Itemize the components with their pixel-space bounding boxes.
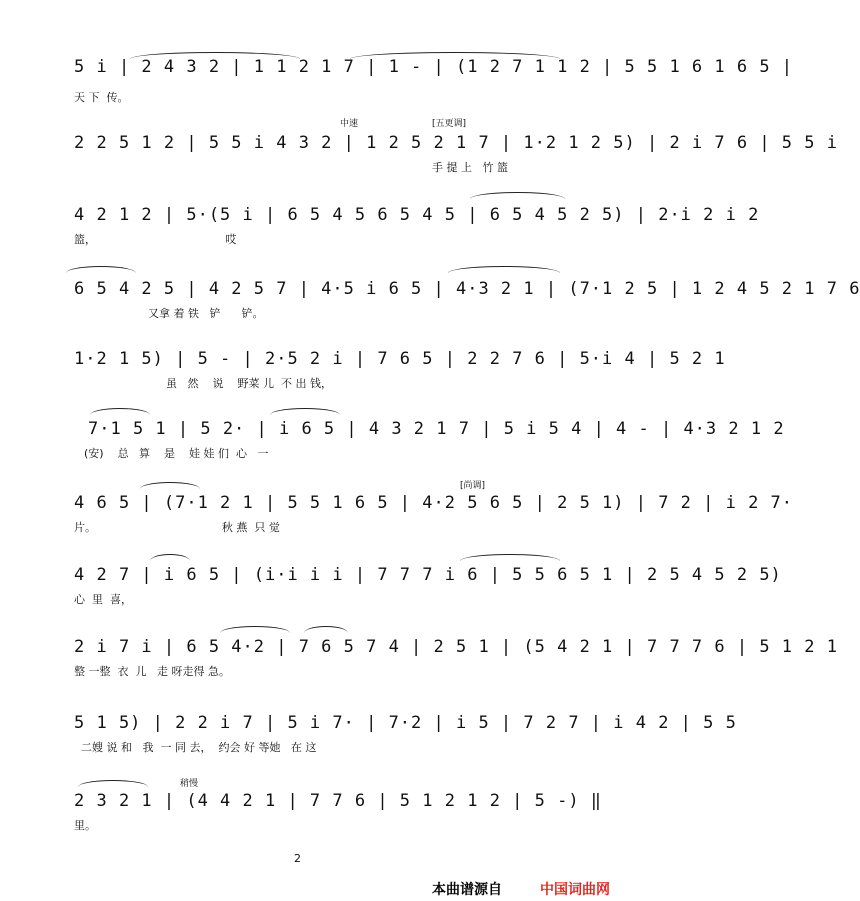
source-site-name[interactable]: 中国词曲网 [540, 882, 610, 898]
slur [130, 52, 300, 59]
slur [150, 554, 190, 561]
lyric-line: 里。 [74, 819, 96, 832]
notation-line: 6 5 4 2 5 | 4 2 5 7 | 4·5 i 6 5 | 4·3 2 1 | (7·1 2 5 | 1 2 4 5 2 1 7 6 [74, 279, 860, 299]
slur [350, 52, 560, 59]
slur [270, 408, 340, 415]
lyric-line: 整 一整 衣 儿 走 呀走得 急。 [74, 665, 230, 678]
tempo-mark: 中速 [340, 119, 359, 129]
tempo-mark: 稍慢 [180, 779, 199, 789]
lyric-line: 又拿 着 铁 铲 铲。 [148, 307, 264, 320]
tune-name: [五更调] [432, 119, 467, 129]
notation-line: 5 i | 2 4 3 2 | 1 1 2 1 7 | 1 - | (1 2 7 1 1 2 | 5 5 1 6 1 6 5 | [74, 57, 794, 77]
lyric-line: 篮， 哎 [74, 233, 237, 246]
lyric-line: (安) 总 算 是 娃 娃 们 心 一 [84, 447, 269, 460]
page-number: 2 [294, 852, 301, 865]
tune-name: [尚调] [460, 481, 486, 491]
notation-line: 4 2 7 | i 6 5 | (i·i i i | 7 7 7 i 6 | 5 5 6 5 1 | 2 5 4 5 2 5) [74, 565, 782, 585]
slur [140, 482, 200, 489]
lyric-line: 心 里 喜， [74, 593, 132, 606]
notation-line: 2 2 5 1 2 | 5 5 i 4 3 2 | 1 2 5 2 1 7 | 1·2 1 2 5) | 2 i 7 6 | 5 5 i [74, 133, 838, 153]
lyric-line: 天 下 传。 [74, 91, 129, 104]
slur [448, 266, 560, 273]
notation-line: 1·2 1 5) | 5 - | 2·5 2 i | 7 6 5 | 2 2 7 6 | 5·i 4 | 5 2 1 [74, 349, 726, 369]
source-credit-label: 本曲谱源自 [432, 882, 502, 898]
notation-line: 4 2 1 2 | 5·(5 i | 6 5 4 5 6 5 4 5 | 6 5 4 5 2 5) | 2·i 2 i 2 [74, 205, 760, 225]
slur [66, 266, 136, 273]
slur [78, 780, 148, 787]
slur [470, 192, 565, 199]
slur [90, 408, 150, 415]
lyric-line: 片。 秋 燕 只 觉 [74, 521, 280, 534]
lyric-line: 虽 然 说 野菜 儿 不 出 钱， [166, 377, 332, 390]
notation-line: 4 6 5 | (7·1 2 1 | 5 5 1 6 5 | 4·2 5 6 5 | 2 5 1) | 7 2 | i 2 7· [74, 493, 794, 513]
lyric-line: 手 提 上 竹 篮 [432, 161, 508, 174]
notation-line: 5 1 5) | 2 2 i 7 | 5 i 7· | 7·2 | i 5 | 7 2 7 | i 4 2 | 5 5 [74, 713, 737, 733]
notation-line: 2 i 7 i | 6 5 4·2 | 7 6 5 7 4 | 2 5 1 | (5 4 2 1 | 7 7 7 6 | 5 1 2 1 [74, 637, 838, 657]
lyric-line: 二嫂 说 和 我 一 同 去， 约会 好 等她 在 这 [74, 741, 317, 754]
notation-line: 7·1 5 1 | 5 2· | i 6 5 | 4 3 2 1 7 | 5 i 5 4 | 4 - | 4·3 2 1 2 [88, 419, 785, 439]
slur [304, 626, 348, 633]
notation-line: 2 3 2 1 | (4 4 2 1 | 7 7 6 | 5 1 2 1 2 | 5 -) ‖ [74, 791, 603, 811]
slur [220, 626, 290, 633]
slur [460, 554, 560, 561]
